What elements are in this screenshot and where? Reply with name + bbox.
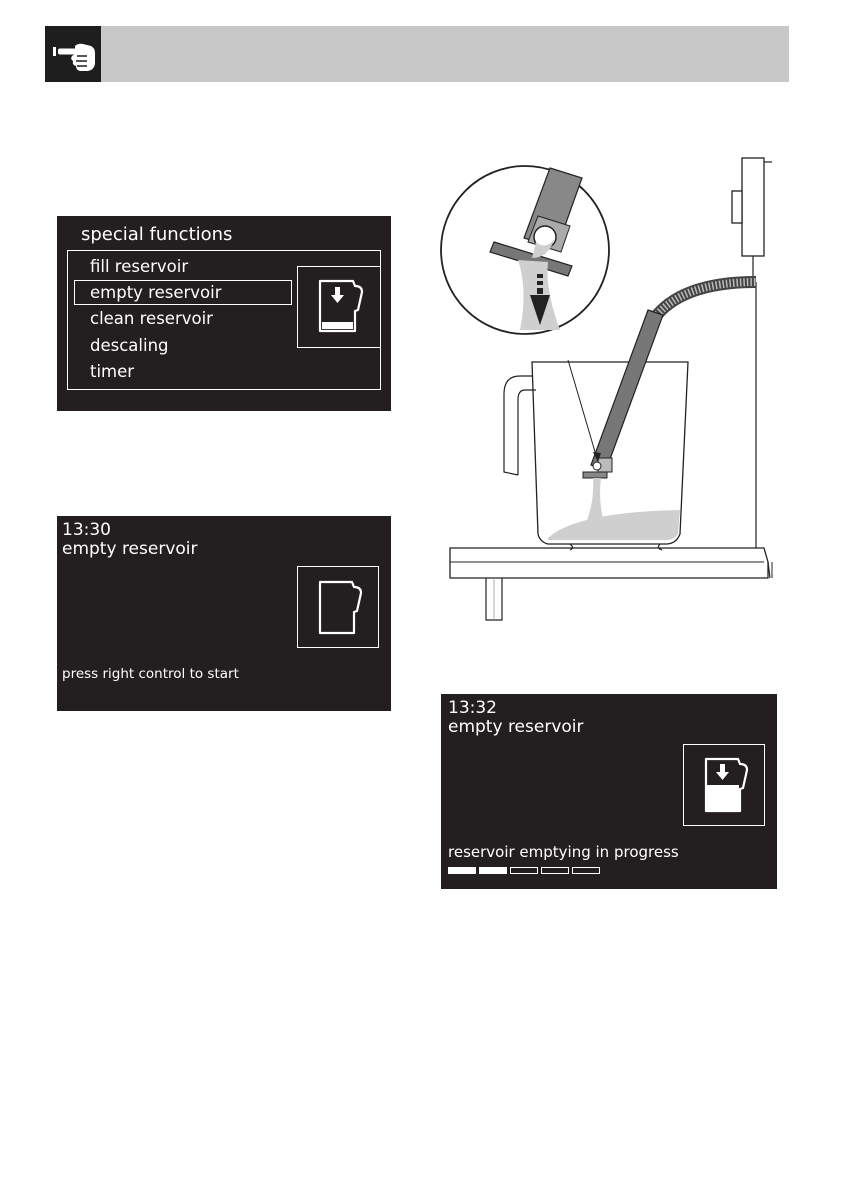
menu-screen bbox=[57, 216, 391, 411]
start-hint: press right control to start bbox=[62, 666, 239, 682]
progress-segment bbox=[541, 867, 569, 874]
menu-item-descaling[interactable]: descaling bbox=[90, 336, 169, 355]
progress-segment bbox=[510, 867, 538, 874]
progress-bar bbox=[448, 867, 603, 875]
function-name: empty reservoir bbox=[448, 717, 584, 737]
progress-segment bbox=[448, 867, 476, 874]
machine-base bbox=[450, 548, 768, 578]
menu-item-clean-reservoir[interactable]: clean reservoir bbox=[90, 309, 213, 328]
pointing-hand-icon bbox=[45, 26, 101, 82]
function-name: empty reservoir bbox=[62, 539, 198, 559]
jug-half-full-arrow-icon bbox=[683, 744, 765, 826]
machine-handle bbox=[742, 158, 764, 256]
header-bar bbox=[45, 26, 789, 82]
start-screen bbox=[57, 516, 391, 711]
reservoir-emptying-illustration bbox=[420, 150, 820, 625]
menu-item-timer[interactable]: timer bbox=[90, 362, 135, 381]
progress-segment bbox=[479, 867, 507, 874]
clock-time: 13:30 bbox=[62, 520, 111, 540]
jug-outline-icon bbox=[297, 566, 379, 648]
jug-empty-arrow-icon bbox=[297, 266, 381, 348]
menu-item-fill-reservoir[interactable]: fill reservoir bbox=[90, 257, 189, 276]
menu-title: special functions bbox=[81, 224, 233, 245]
progress-segment bbox=[572, 867, 600, 874]
menu-item-empty-reservoir[interactable]: empty reservoir bbox=[90, 283, 222, 302]
clock-time: 13:32 bbox=[448, 698, 497, 718]
progress-screen bbox=[441, 694, 777, 889]
status-text: reservoir emptying in progress bbox=[448, 843, 679, 861]
